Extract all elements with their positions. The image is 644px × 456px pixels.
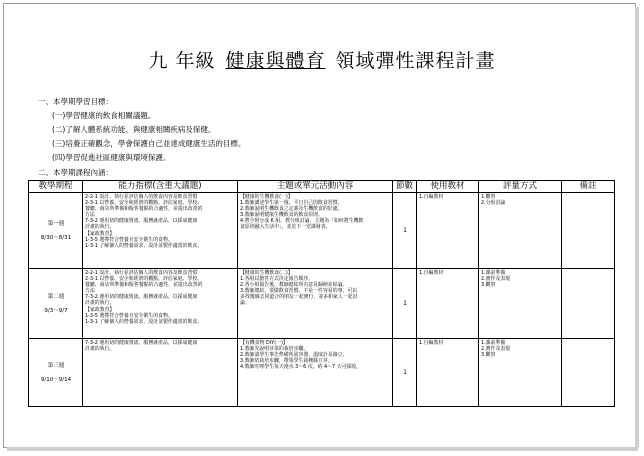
- notes-cell: [562, 193, 615, 269]
- week-label: 第二週: [47, 293, 65, 300]
- col-header-periods: 節數: [393, 181, 417, 193]
- indicator-line: 2-3-1 以營養、安全和經濟的觀點，評估家庭、學校、: [85, 200, 203, 207]
- week-cell: [29, 339, 83, 407]
- content-line: 【健康的生機飲食(二)】: [240, 270, 293, 276]
- assessment-line: 2.分組討論: [481, 200, 506, 207]
- indicator-line: 餐廳、商店所準備和販售餐點的合適性，並提出改善的: [85, 206, 203, 213]
- assessment-line: 2.實作及表現: [481, 346, 511, 353]
- page-shadow: [7, 447, 638, 451]
- content-line: 3.教師總結，要做飲食習慣，不是一件容易的事，可以: [240, 288, 358, 295]
- content-line: 1.教師講述學生第一週，平日自己的飲食習慣。: [240, 200, 343, 207]
- title-rest: 領域彈性課程計畫: [335, 50, 496, 72]
- table-row: [29, 269, 615, 339]
- content-line: 食原則融入生活中」，並於下一堂課發表。: [240, 224, 331, 231]
- content-line: 【有機食物 DIY(一)】: [240, 340, 288, 346]
- goal-item: (四)學習促進社區健康與環境保護。: [52, 153, 171, 162]
- title-grade: 九 年級: [148, 50, 216, 72]
- content-line: 1.教師先說明芽菜的栽培步驟。: [240, 346, 309, 353]
- page-shadow: [635, 7, 639, 447]
- content-line: 2.各小組報告後，教師總結所有意見歸納並結論。: [240, 282, 348, 289]
- materials-cell: 1.自編教材: [417, 339, 479, 407]
- content-cell: [238, 269, 393, 339]
- week-date: 9/10～9/14: [40, 377, 72, 383]
- periods-cell: 1: [393, 269, 417, 339]
- course-plan-table: [28, 180, 615, 407]
- content-line: 4.將全班分成 6 組，教分組討論，主題為「如何將生機飲: [240, 218, 364, 225]
- assessment-line: 3.觀察: [481, 352, 496, 359]
- indicator-line: 餐廳、商店所準備和販售餐點的合適性，並提出改善的: [85, 282, 203, 289]
- content-line: 3.教師說明健康生機飲食的飲食原則。: [240, 212, 323, 219]
- indicator-line: 方法: [85, 212, 95, 219]
- indicator-line: 【家政教育】: [85, 306, 115, 313]
- assessment-cell: [479, 269, 562, 339]
- col-header-materials: 使用教材: [417, 181, 479, 193]
- content-cell: [238, 193, 393, 269]
- section-heading-content: 二、本學期課程內涵：: [38, 168, 113, 177]
- periods-cell: 1: [393, 193, 417, 269]
- col-header-indicators: 能力指標(含重大議題): [83, 181, 238, 193]
- goal-item: (二)了解人體系統功能、與健康相關疾病及保健。: [52, 125, 216, 134]
- week-label: 第一週: [47, 220, 65, 227]
- col-header-schedule: 教學期程: [29, 181, 83, 193]
- page-title: [0, 46, 644, 73]
- indicator-line: 計畫的執行。: [85, 300, 115, 307]
- indicators-cell: [83, 269, 238, 339]
- content-line: 【健康的生機飲食(一)】: [240, 194, 293, 200]
- materials-cell: 1.自編教材: [417, 269, 479, 339]
- week-cell: [29, 269, 83, 339]
- indicator-line: 2-2-1 設計、執行並評估個人的飲食內容及飲食習慣: [85, 194, 198, 200]
- indicator-line: 7-3-2 運用切的健康資訊、服務就產品，以採成健康: [85, 218, 198, 225]
- content-line: 3.教師依栽培步驟，帶領學生栽種綠豆芽。: [240, 358, 333, 365]
- indicator-line: 1-3-5 選擇符合營養且安全衛生的食物。: [85, 236, 173, 243]
- assessment-line: 1.課前準備: [481, 340, 506, 346]
- assessment-line: 2.實作及表現: [481, 276, 511, 283]
- week-date: 8/30～8/31: [40, 235, 72, 241]
- notes-cell: [562, 269, 615, 339]
- assessment-line: 1.觀察: [481, 194, 496, 200]
- content-line: 2.教師說明生機飲食之定義及生機飲食的好處。: [240, 206, 343, 213]
- week-cell: [29, 193, 83, 269]
- indicator-line: 方法: [85, 288, 95, 295]
- indicator-line: 1-3-1 了解個人的營養需求，設計並製作適當的飲食。: [85, 242, 203, 249]
- assessment-cell: [479, 339, 562, 407]
- content-line: 2.教師請學生事先準備所需容器，溫度計及綠豆。: [240, 352, 348, 359]
- content-line: 論。: [240, 300, 250, 307]
- materials-cell: 1.自編教材: [417, 193, 479, 269]
- indicators-cell: [83, 339, 238, 407]
- indicator-line: 1-3-1 了解個人的營養需求，設計並製作適當的飲食。: [85, 318, 203, 325]
- content-line: 多找幾個志同道合的朋友一起實行，並多和家人一起討: [240, 294, 358, 301]
- indicator-line: 計畫的執行。: [85, 346, 115, 353]
- indicators-cell: [83, 193, 238, 269]
- title-subject: 健康與體育: [225, 50, 326, 72]
- indicator-line: 7-3-2 運用切的健康資訊、服務就產品，以採成健康: [85, 340, 198, 346]
- content-line: 1.各組以搶答方式決定報告順序。: [240, 276, 314, 283]
- week-label: 第三週: [47, 362, 65, 369]
- indicator-line: 計畫的執行。: [85, 224, 115, 231]
- assessment-line: 1.課前準備: [481, 270, 506, 276]
- assessment-cell: [479, 193, 562, 269]
- goal-item: (一)學習健康的飲食相關議題。: [52, 111, 156, 120]
- table-row: [29, 193, 615, 269]
- goal-item: (三)培養正確觀念，學會保護自己並達成健康生活的目標。: [52, 139, 246, 148]
- section-heading-goals: 一、本學期學習目標：: [38, 97, 113, 106]
- content-cell: [238, 339, 393, 407]
- periods-cell: 1: [393, 339, 417, 407]
- indicator-line: 7-3-2 運用切的健康資訊、服務就產品，以採成健康: [85, 294, 198, 301]
- indicator-line: 2-3-1 以營養、安全和經濟的觀點，評估家庭、學校、: [85, 276, 203, 283]
- notes-cell: [562, 339, 615, 407]
- col-header-content: 主題或單元活動內容: [238, 181, 393, 193]
- col-header-assessment: 評量方式: [479, 181, 562, 193]
- content-line: 4.教師叮嚀學生每天澆水 3～6 次，約 4～7 天可採收。: [240, 364, 362, 371]
- week-date: 9/3～9/7: [44, 308, 68, 314]
- indicator-line: 1-3-5 選擇符合營養且安全衛生的食物。: [85, 312, 173, 319]
- table-row: [29, 339, 615, 407]
- assessment-line: 3.觀察: [481, 282, 496, 289]
- table-header-row: [29, 181, 615, 193]
- col-header-notes: 備註: [562, 181, 615, 193]
- indicator-line: 【家政教育】: [85, 230, 115, 237]
- indicator-line: 2-2-1 設計、執行並評估個人的飲食內容及飲食習慣: [85, 270, 198, 276]
